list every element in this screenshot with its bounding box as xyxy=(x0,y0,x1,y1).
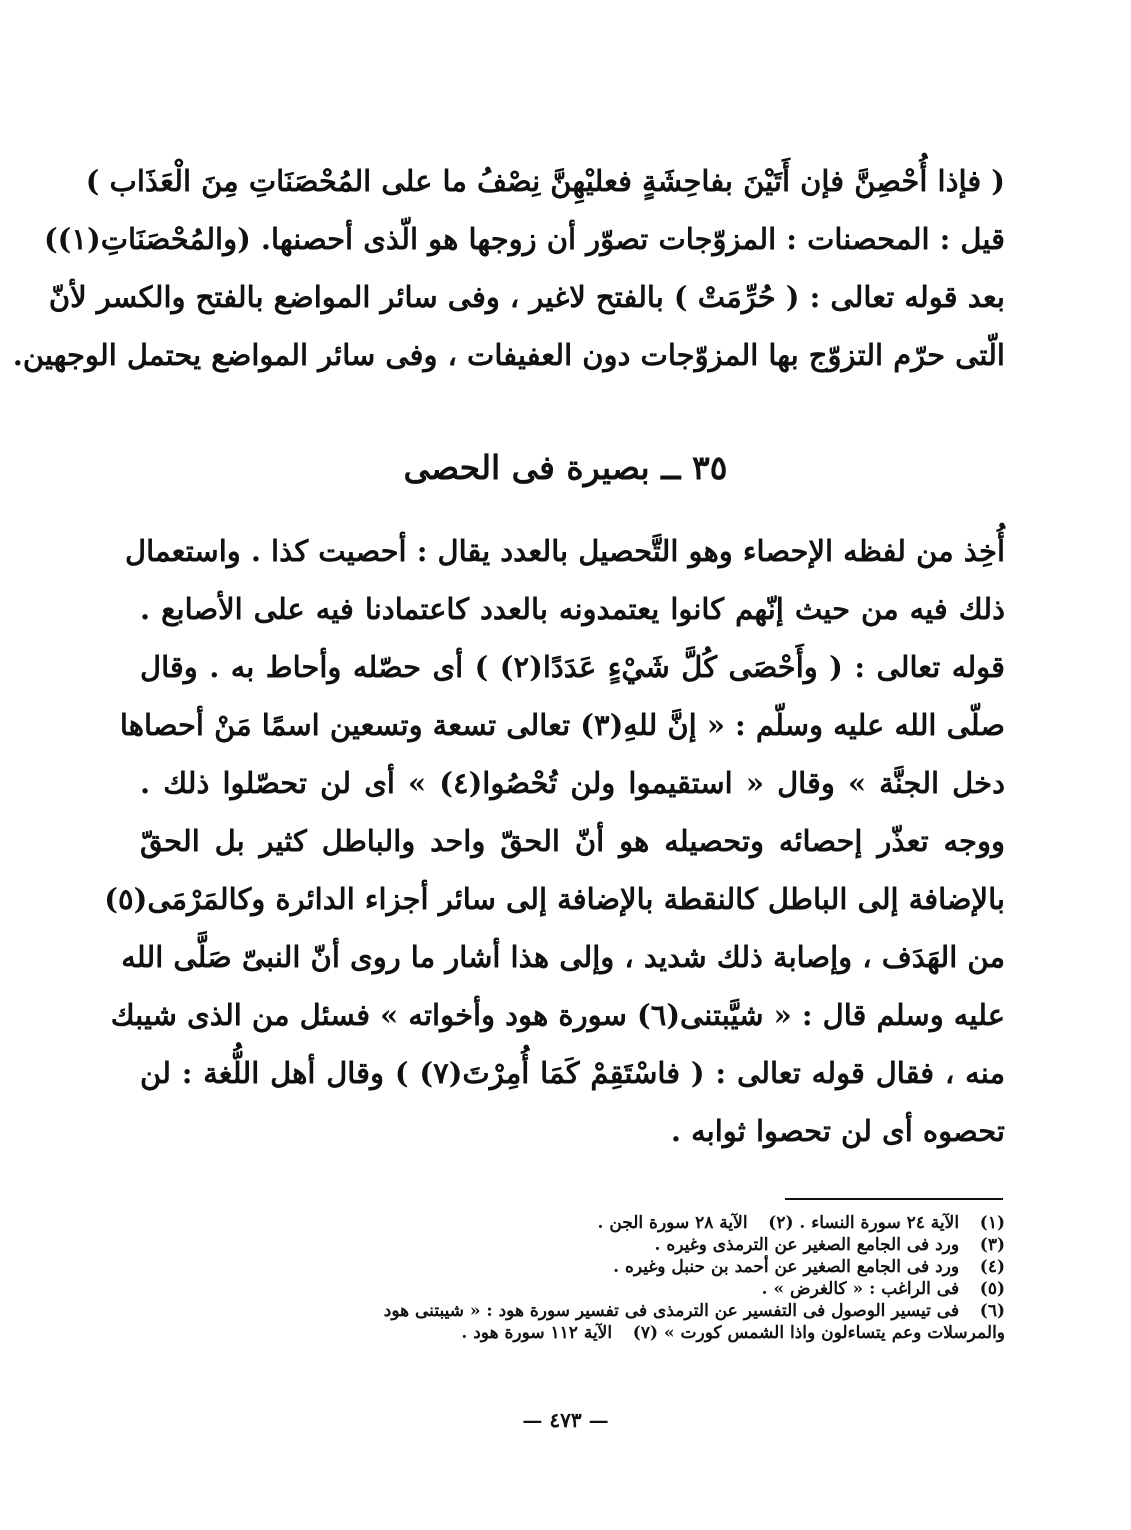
text-line: دخل الجنَّة » وقال « استقيموا ولن تُحْصُوا(٤) » أى لن تحصّلوا ذلك . xyxy=(140,766,1005,800)
section-body xyxy=(104,522,1006,1160)
footnotes xyxy=(150,1212,1005,1344)
footnote-number: (٧) xyxy=(632,1323,659,1343)
footnote xyxy=(150,1322,1005,1344)
text-line: الّتى حرّم التزوّج بها المزوّجات دون العفيفات ، وفى سائر المواضع يحتمل الوجهين. xyxy=(12,338,1005,372)
text-line: بالإضافة إلى الباطل كالنقطة بالإضافة إلى سائر أجزاء الدائرة وكالمَرْمَى(٥) xyxy=(104,882,1005,916)
footnote xyxy=(150,1300,1005,1322)
footnote-text: الآية ١١٢ سورة هود . xyxy=(461,1323,613,1343)
footnote xyxy=(150,1212,1005,1234)
footnote xyxy=(150,1234,1005,1256)
text-line: ذلك فيه من حيث إنّهم كانوا يعتمدونه بالعدد كاعتمادنا فيه على الأصابع . xyxy=(140,592,1005,626)
footnote-number: (١) xyxy=(979,1213,1005,1233)
text-line: قوله تعالى : ( وأَحْصَى كُلَّ شَيْءٍ عَدَدًا(٢) ) أى حصّله وأحاط به . وقال xyxy=(140,650,1006,684)
footnote-text: ورد فى الجامع الصغير عن أحمد بن حنبل وغيره . xyxy=(613,1257,960,1277)
footnote-text: الآية ٢٨ سورة الجن . xyxy=(597,1213,748,1233)
footnote-text: فى الراغب : « كالغرض » . xyxy=(761,1279,960,1299)
text-line: قيل : المحصنات : المزوّجات تصوّر أن زوجها هو الّذى أحصنها. (والمُحْصَنَاتِ(١)) xyxy=(43,222,1005,256)
footnote-number: (٣) xyxy=(979,1235,1005,1255)
footnote xyxy=(150,1278,1005,1300)
footnote-number: (٤) xyxy=(979,1257,1005,1277)
text-line: عليه وسلم قال : « شيَّبتنى(٦) سورة هود وأخواته » فسئل من الذى شيبك xyxy=(110,998,1005,1032)
footnote-pair xyxy=(461,1322,658,1344)
page-number: — ٤٧٣ — xyxy=(522,1408,609,1432)
text-line: ووجه تعذّر إحصائه وتحصيله هو أنّ الحقّ واحد والباطل كثير بل الحقّ xyxy=(140,824,1005,858)
footnote-text: الآية ٢٤ سورة النساء . xyxy=(799,1213,960,1233)
footnote-number: (٦) xyxy=(979,1301,1005,1321)
footnote-number: (٢) xyxy=(768,1213,794,1233)
footnote-text: فى تيسير الوصول فى التفسير عن الترمذى فى تفسير سورة هود : « شيبتنى هود xyxy=(383,1301,960,1321)
footnote-divider xyxy=(785,1198,1003,1200)
footnote xyxy=(150,1256,1005,1278)
footnote-text: ورد فى الجامع الصغير عن الترمذى وغيره . xyxy=(654,1235,960,1255)
footnote-text: والمرسلات وعم يتساءلون واذا الشمس كورت » xyxy=(663,1323,1005,1343)
text-line: بعد قوله تعالى : ( حُرِّمَتْ ) بالفتح لاغير ، وفى سائر المواضع بالفتح والكسر لأنّ xyxy=(48,280,1005,314)
text-line: صلّى الله عليه وسلّم : « إنَّ للهِ(٣) تعالى تسعة وتسعين اسمًا مَنْ أحصاها xyxy=(119,708,1005,742)
opening-paragraph xyxy=(12,152,1005,384)
section-heading: ٣٥ ــ بصيرة فى الحصى xyxy=(403,448,728,487)
footnote-number: (٥) xyxy=(979,1279,1005,1299)
text-line: ( فإذا أُحْصِنَّ فإن أَتَيْنَ بفاحِشَةٍ فعليْهِنَّ نِصْفُ ما على المُحْصَنَاتِ مِنَ الْعَذَاب ) xyxy=(85,164,1005,198)
text-line: من الهَدَف ، وإصابة ذلك شديد ، وإلى هذا أشار ما روى أنّ النبىّ صَلَّى الله xyxy=(121,940,1005,974)
footnote-pair xyxy=(597,1212,793,1234)
text-line: أُخِذ من لفظه الإحصاء وهو التَّحصيل بالعدد يقال : أحصيت كذا . واستعمال xyxy=(125,534,1005,568)
text-line: منه ، فقال قوله تعالى : ( فاسْتَقِمْ كَمَا أُمِرْتَ(٧) ) وقال أهل اللُّغة : لن xyxy=(140,1056,1005,1090)
text-line: تحصوه أى لن تحصوا ثوابه . xyxy=(670,1114,1005,1148)
